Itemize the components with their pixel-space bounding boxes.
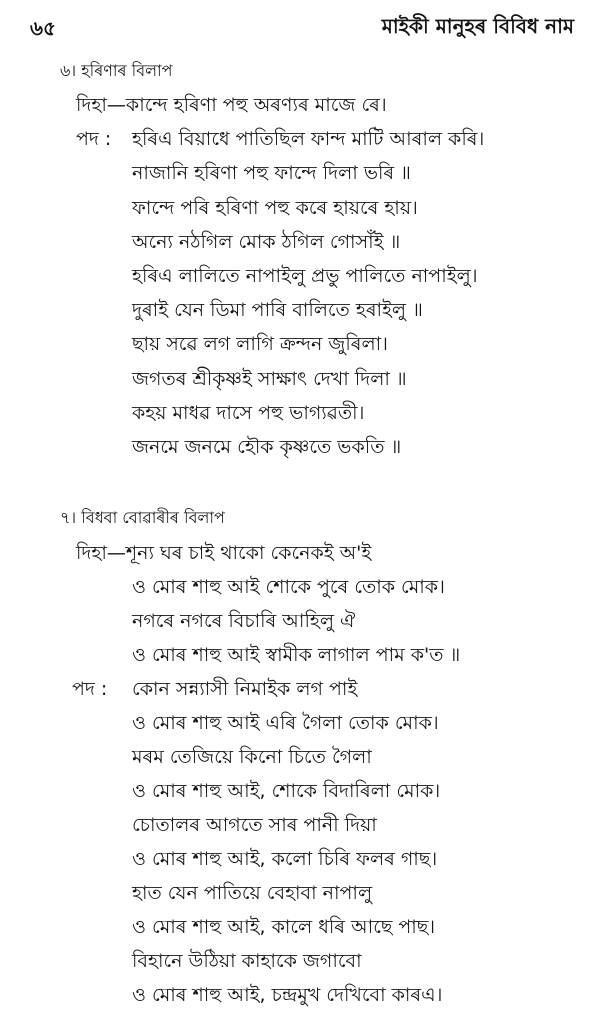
verse-line: অন্যে নঠগিল মোক ঠগিল গোসাঁই ॥ [132,231,401,253]
verse-line: হৰিএ বিয়াধে পাতিছিল ফান্দ মাটি আৰাল কৰি। [132,128,485,150]
verse-line: বিহানে উঠিয়া কাহাকে জগাবো [132,950,362,972]
verse-line: হৰিএ লালিতে নাপাইলু প্ৰভু পালিতে নাপাইলু। [132,265,478,287]
verse-line: জনমে জনমে হৌক কৃষ্ণতে ভকতি ॥ [132,436,402,458]
verse-line: কোন সন্ন্যাসী নিমাইক লগ পাই [132,678,358,700]
section-7-heading: ৭। বিধবা বোৱাৰীৰ বিলাপ [60,508,225,527]
verse-line: ও মোৰ শাহু আই, কলো চিৰি ফলৰ গাছ। [132,848,438,870]
section-7-pada-label: পদ : [72,678,108,700]
section-6-pada-label: পদ : [76,128,112,150]
page-number: ৬৫ [30,16,56,40]
verse-line: নগৰে নগৰে বিচাৰি আহিলু ঐ [132,610,356,632]
verse-line: জগতৰ শ্ৰীকৃষ্ণই সাক্ষাৎ দেখা দিলা ॥ [132,368,407,390]
verse-line: ও মোৰ শাহু আই স্বামীক লাগাল পাম ক'ত ॥ [132,644,461,666]
verse-line: ও মোৰ শাহু আই, শোকে বিদাৰিলা মোক। [132,780,441,802]
verse-line: ও মোৰ শাহু আই, চন্দ্ৰমুখ দেখিবো কাৰএ। [132,984,443,1006]
verse-line: ও মোৰ শাহু আই এৰি গৈলা তোক মোক। [132,712,439,734]
running-title: মাইকী মানুহৰ বিবিধ নাম [381,14,574,38]
verse-line: ও মোৰ শাহু আই শোকে পুৰে তোক মোক। [132,576,445,598]
verse-line: মৰম তেজিয়ে কিনো চিতে গৈলা [132,746,372,768]
verse-line: ফান্দে পৰি হৰিণা পহু কৰে হায়ৰে হায়। [132,197,418,219]
verse-line: হাত যেন পাতিয়ে বেহাবা নাপালু [132,882,373,904]
verse-line: নাজানি হৰিণা পহু ফান্দে দিলা ভৰি ॥ [132,162,411,184]
verse-line: ছায় সৱে লগ লাগি ক্ৰন্দন জুৰিলা। [132,333,388,355]
verse-line: ও মোৰ শাহু আই, কালে ধৰি আছে পাছ। [132,916,436,938]
verse-line: কহয় মাধৱ দাসে পহু ভাগ্যৱতী। [132,402,365,424]
verse-line: দুৰাই যেন ডিমা পাৰি বালিতে হৰাইলু ॥ [132,299,423,321]
verse-line: চোতালৰ আগতে সাৰ পানী দিয়া [132,814,377,836]
section-7-diha: দিহা—শূন্য ঘৰ চাই থাকো কেনেকই অ'ই [76,542,372,564]
section-6-heading: ৬। হৰিণাৰ বিলাপ [60,61,173,80]
section-6-diha: দিহা—কান্দে হৰিণা পহু অৰণ্যৰ মাজে ৰে। [76,94,387,116]
